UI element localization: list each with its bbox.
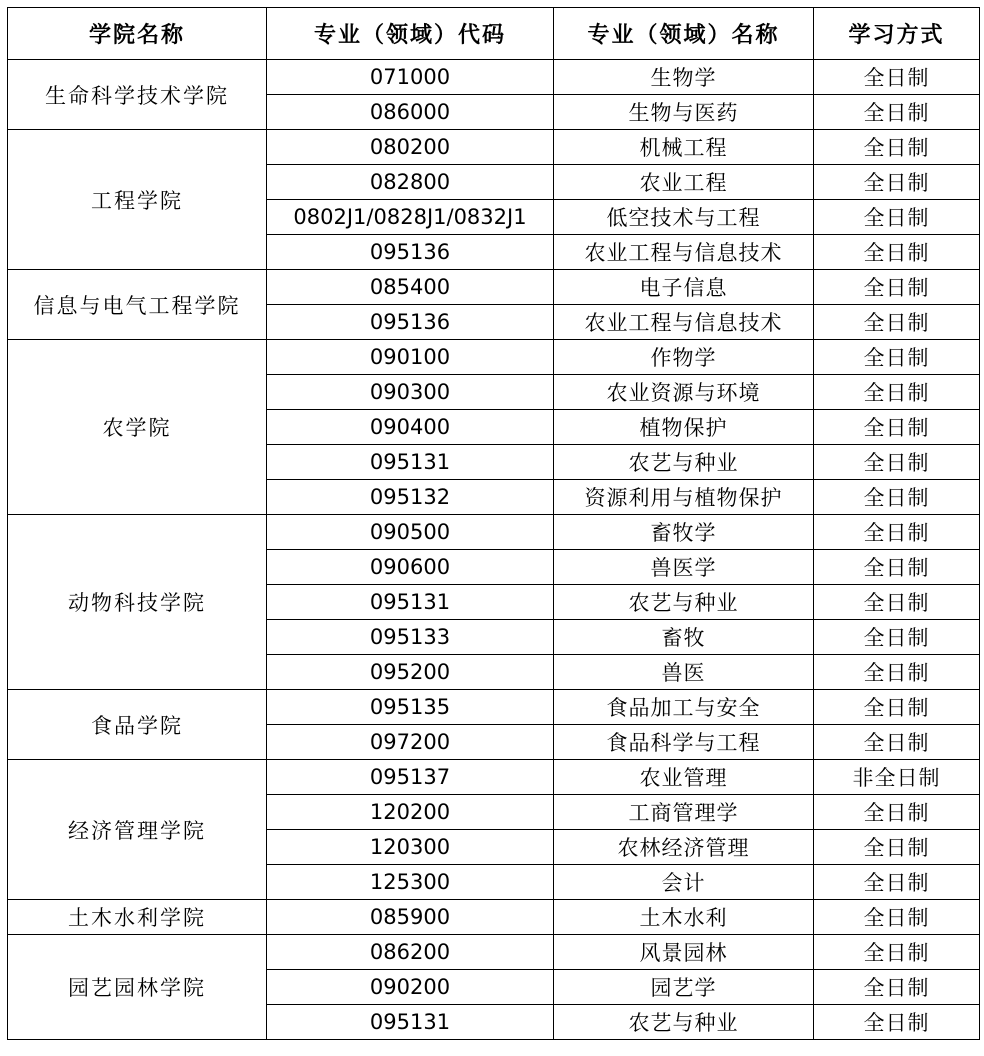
program-name-cell: 畜牧学: [554, 515, 814, 550]
study-mode-cell: 全日制: [814, 795, 980, 830]
program-name-cell: 园艺学: [554, 970, 814, 1005]
college-name-cell: 农学院: [8, 340, 267, 515]
study-mode-cell: 全日制: [814, 340, 980, 375]
program-name-cell: 风景园林: [554, 935, 814, 970]
header-college: 学院名称: [8, 8, 267, 60]
program-name-cell: 农业工程与信息技术: [554, 235, 814, 270]
program-code-cell: 095132: [267, 480, 554, 515]
table-row: [8, 690, 980, 725]
table-row: [8, 900, 980, 935]
program-name-cell: 作物学: [554, 340, 814, 375]
table-row: [8, 935, 980, 970]
program-table: [7, 7, 980, 1040]
program-code-cell: 090200: [267, 970, 554, 1005]
program-code-cell: 095200: [267, 655, 554, 690]
study-mode-cell: 全日制: [814, 130, 980, 165]
program-code-cell: 086000: [267, 95, 554, 130]
program-code-cell: 095137: [267, 760, 554, 795]
program-code-cell: 090500: [267, 515, 554, 550]
study-mode-cell: 全日制: [814, 970, 980, 1005]
program-name-cell: 植物保护: [554, 410, 814, 445]
program-name-cell: 机械工程: [554, 130, 814, 165]
study-mode-cell: 非全日制: [814, 760, 980, 795]
program-code-cell: 085900: [267, 900, 554, 935]
study-mode-cell: 全日制: [814, 935, 980, 970]
table-row: [8, 760, 980, 795]
program-code-cell: 095136: [267, 305, 554, 340]
program-name-cell: 农艺与种业: [554, 445, 814, 480]
program-code-cell: 090600: [267, 550, 554, 585]
study-mode-cell: 全日制: [814, 60, 980, 95]
study-mode-cell: 全日制: [814, 305, 980, 340]
program-name-cell: 农林经济管理: [554, 830, 814, 865]
program-code-cell: 095133: [267, 620, 554, 655]
program-code-cell: 125300: [267, 865, 554, 900]
program-name-cell: 农业工程与信息技术: [554, 305, 814, 340]
program-name-cell: 兽医: [554, 655, 814, 690]
program-code-cell: 090400: [267, 410, 554, 445]
program-name-cell: 兽医学: [554, 550, 814, 585]
program-code-cell: 095131: [267, 585, 554, 620]
program-code-cell: 080200: [267, 130, 554, 165]
study-mode-cell: 全日制: [814, 95, 980, 130]
table-body: [8, 60, 980, 1040]
program-code-cell: 120200: [267, 795, 554, 830]
study-mode-cell: 全日制: [814, 270, 980, 305]
table-row: [8, 60, 980, 95]
program-name-cell: 会计: [554, 865, 814, 900]
study-mode-cell: 全日制: [814, 865, 980, 900]
program-code-cell: 095135: [267, 690, 554, 725]
program-name-cell: 工商管理学: [554, 795, 814, 830]
study-mode-cell: 全日制: [814, 550, 980, 585]
program-name-cell: 生物与医药: [554, 95, 814, 130]
study-mode-cell: 全日制: [814, 445, 980, 480]
college-name-cell: 园艺园林学院: [8, 935, 267, 1040]
study-mode-cell: 全日制: [814, 690, 980, 725]
program-name-cell: 农业工程: [554, 165, 814, 200]
study-mode-cell: 全日制: [814, 410, 980, 445]
program-name-cell: 畜牧: [554, 620, 814, 655]
college-name-cell: 生命科学技术学院: [8, 60, 267, 130]
program-name-cell: 食品科学与工程: [554, 725, 814, 760]
college-name-cell: 食品学院: [8, 690, 267, 760]
program-code-cell: 090300: [267, 375, 554, 410]
college-name-cell: 信息与电气工程学院: [8, 270, 267, 340]
program-code-cell: 071000: [267, 60, 554, 95]
college-name-cell: 经济管理学院: [8, 760, 267, 900]
study-mode-cell: 全日制: [814, 620, 980, 655]
table-header-row: [8, 8, 980, 60]
program-name-cell: 生物学: [554, 60, 814, 95]
program-code-cell: 086200: [267, 935, 554, 970]
study-mode-cell: 全日制: [814, 165, 980, 200]
program-code-cell: 0802J1/0828J1/0832J1: [267, 200, 554, 235]
program-name-cell: 农艺与种业: [554, 1005, 814, 1040]
study-mode-cell: 全日制: [814, 515, 980, 550]
study-mode-cell: 全日制: [814, 830, 980, 865]
header-program-name: 专业（领域）名称: [554, 8, 814, 60]
program-code-cell: 095136: [267, 235, 554, 270]
study-mode-cell: 全日制: [814, 585, 980, 620]
program-code-cell: 082800: [267, 165, 554, 200]
program-name-cell: 农业管理: [554, 760, 814, 795]
program-name-cell: 低空技术与工程: [554, 200, 814, 235]
study-mode-cell: 全日制: [814, 200, 980, 235]
study-mode-cell: 全日制: [814, 235, 980, 270]
program-code-cell: 120300: [267, 830, 554, 865]
header-study-mode: 学习方式: [814, 8, 980, 60]
college-name-cell: 工程学院: [8, 130, 267, 270]
program-code-cell: 097200: [267, 725, 554, 760]
program-code-cell: 085400: [267, 270, 554, 305]
study-mode-cell: 全日制: [814, 1005, 980, 1040]
program-name-cell: 电子信息: [554, 270, 814, 305]
college-name-cell: 动物科技学院: [8, 515, 267, 690]
study-mode-cell: 全日制: [814, 655, 980, 690]
header-code: 专业（领域）代码: [267, 8, 554, 60]
program-name-cell: 食品加工与安全: [554, 690, 814, 725]
program-name-cell: 资源利用与植物保护: [554, 480, 814, 515]
program-code-cell: 095131: [267, 445, 554, 480]
program-name-cell: 农艺与种业: [554, 585, 814, 620]
program-code-cell: 095131: [267, 1005, 554, 1040]
program-name-cell: 农业资源与环境: [554, 375, 814, 410]
table-row: [8, 270, 980, 305]
college-name-cell: 土木水利学院: [8, 900, 267, 935]
study-mode-cell: 全日制: [814, 375, 980, 410]
table-row: [8, 340, 980, 375]
program-code-cell: 090100: [267, 340, 554, 375]
table-row: [8, 515, 980, 550]
study-mode-cell: 全日制: [814, 725, 980, 760]
study-mode-cell: 全日制: [814, 480, 980, 515]
table-row: [8, 130, 980, 165]
program-name-cell: 土木水利: [554, 900, 814, 935]
study-mode-cell: 全日制: [814, 900, 980, 935]
